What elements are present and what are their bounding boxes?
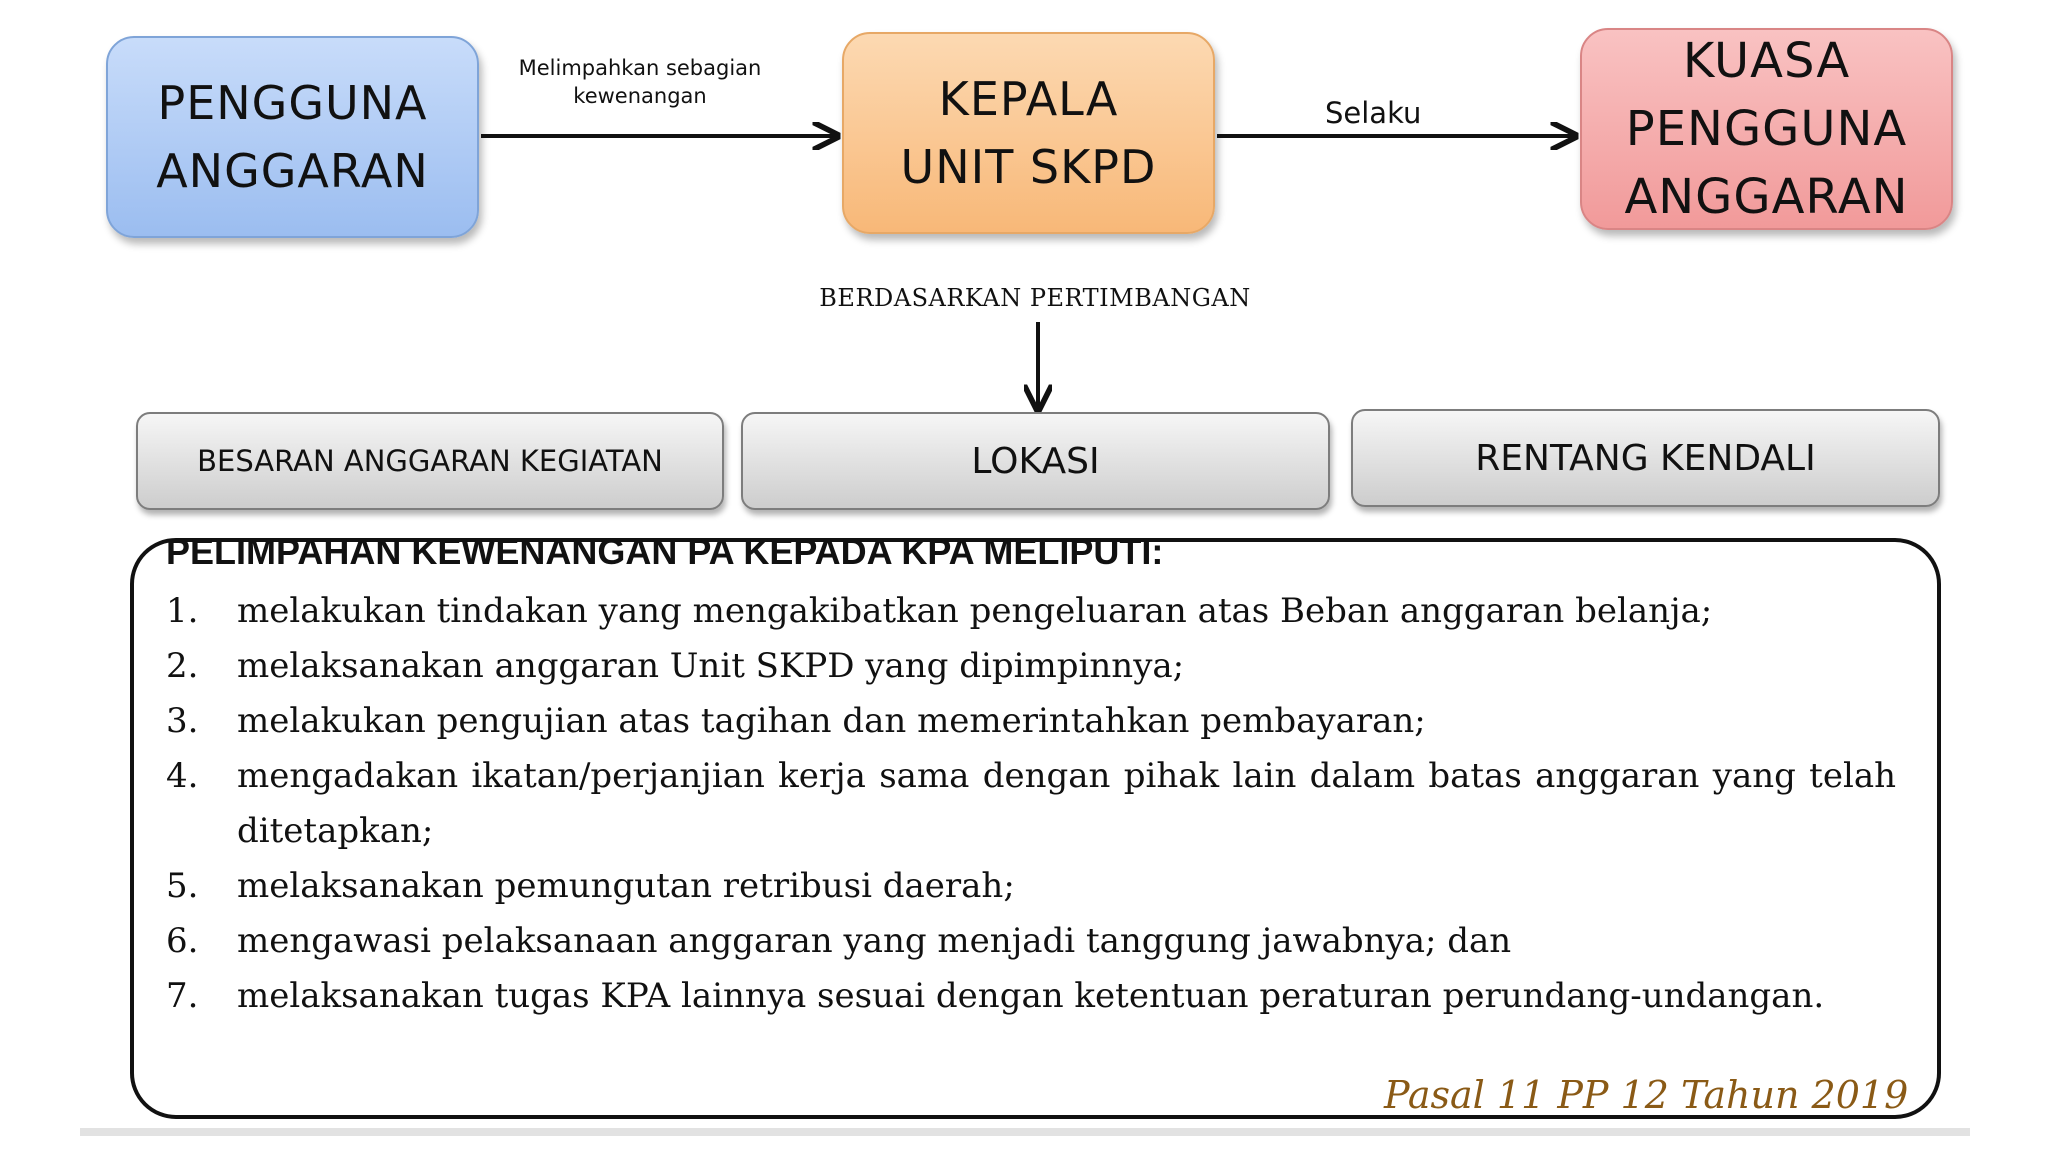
list-number: 1. [166,591,199,631]
pengguna-anggaran-line-1: PENGGUNA [157,76,428,130]
kuasa-pengguna-anggaran-box [1580,28,1953,230]
footer-divider [80,1128,1970,1136]
list-number: 7. [166,976,199,1016]
list-text: melaksanakan anggaran Unit SKPD yang dipimpinnya; [237,646,1185,686]
kpa-authority-list [166,584,1896,1024]
list-text: melaksanakan tugas KPA lainnya sesuai dengan ketentuan peraturan perundang-undangan. [237,976,1825,1016]
list-number: 4. [166,756,199,796]
list-number: 6. [166,921,199,961]
pengguna-anggaran-line-2: ANGGARAN [156,144,429,198]
kpa-line-3: ANGGARAN [1624,169,1909,225]
factor-besaran-anggaran: BESARAN ANGGARAN KEGIATAN [136,412,724,510]
list-text: mengawasi pelaksanaan anggaran yang menjadi tanggung jawabnya; dan [237,921,1512,961]
legal-citation: Pasal 11 PP 12 Tahun 2019 [1384,1073,1909,1117]
list-number: 2. [166,646,199,686]
delegation-label [500,54,780,110]
selaku-label: Selaku [1325,96,1422,130]
list-text: melakukan tindakan yang mengakibatkan pengeluaran atas Beban anggaran belanja; [237,591,1713,631]
kepala-unit-line-2: UNIT SKPD [900,140,1157,194]
kpa-line-1: KUASA [1682,33,1851,89]
list-item [166,969,1896,1024]
list-number: 3. [166,701,199,741]
list-item [166,859,1896,914]
delegation-label-line-2: kewenangan [573,84,707,108]
delegation-label-line-1: Melimpahkan sebagian [518,56,762,80]
list-text: melaksanakan pemungutan retribusi daerah; [237,866,1015,906]
list-text: melakukan pengujian atas tagihan dan memerintahkan pembayaran; [237,701,1426,741]
list-item [166,914,1896,969]
kpa-line-2: PENGGUNA [1625,101,1908,157]
panel-title: PELIMPAHAN KEWENANGAN PA KEPADA KPA MELIPUTI: [166,531,1164,572]
basis-label: BERDASARKAN PERTIMBANGAN [819,284,1251,312]
factor-lokasi: LOKASI [741,412,1330,510]
list-number: 5. [166,866,199,906]
list-item [166,584,1896,639]
list-item [166,694,1896,749]
factor-rentang-kendali: RENTANG KENDALI [1351,409,1940,507]
pengguna-anggaran-box [106,36,479,238]
list-text: mengadakan ikatan/perjanjian kerja sama dengan pihak lain dalam batas anggaran yang telah ditetapkan; [237,756,1896,851]
kepala-unit-skpd-box [842,32,1215,234]
list-item [166,639,1896,694]
list-item [166,749,1896,859]
kepala-unit-line-1: KEPALA [938,72,1119,126]
